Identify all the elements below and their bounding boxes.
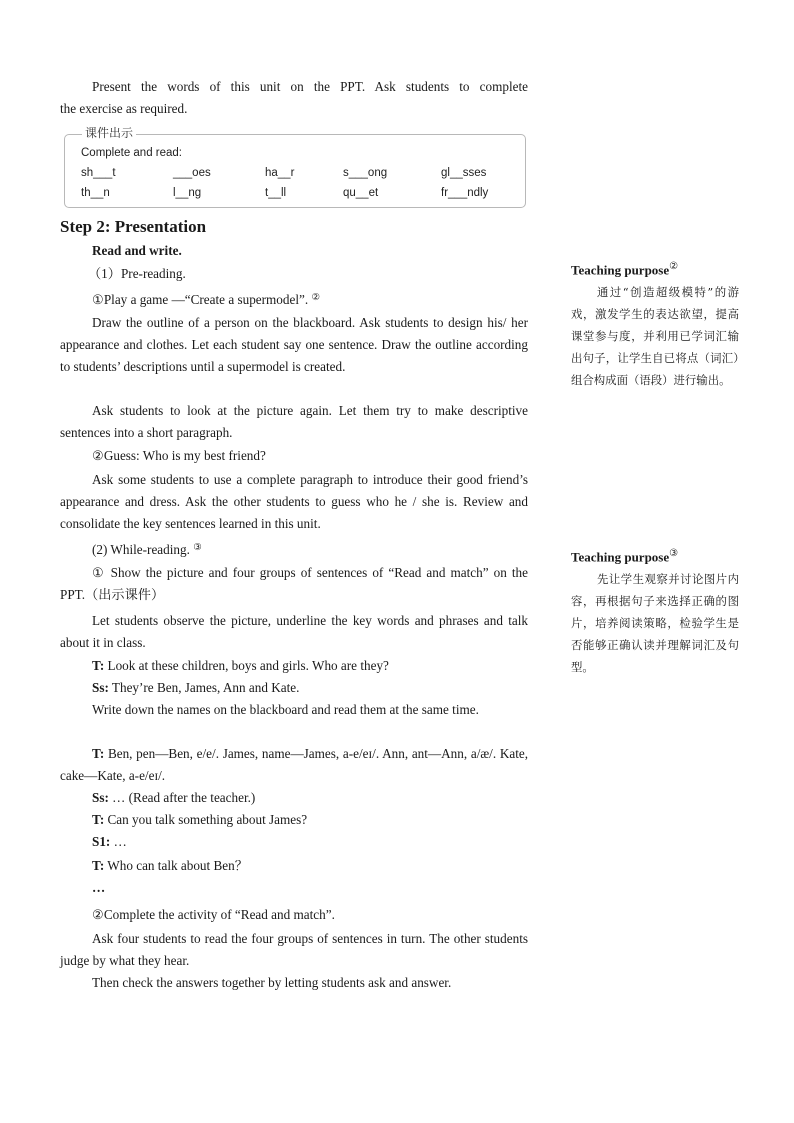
speaker-label: T: — [92, 812, 105, 827]
ellipsis: … — [92, 880, 106, 895]
dialog-text: … (Read after the teacher.) — [112, 790, 256, 805]
teaching-purpose-3-title — [571, 545, 678, 566]
word-blank: t__ll — [265, 187, 287, 199]
speaker-label: T: — [92, 746, 105, 761]
complete-activity-heading: ②Complete the activity of “Read and match”. — [92, 907, 335, 922]
speaker-label: T: — [92, 858, 105, 873]
guess-paragraph: Ask some students to use a complete paragraph to introduce their good friend’s appearance and dress. Ask the other students to guess who he / she is. Review and consolidate the key sentences learned in this unit. — [60, 472, 528, 531]
teaching-purpose-label: Teaching purpose — [571, 549, 670, 565]
intro-paragraph — [60, 76, 528, 120]
dialog-text: Look at these children, boys and girls. Who are they? — [107, 658, 389, 673]
intro-line-1: Present the words of this unit on the PPT. Ask students to complete — [92, 79, 528, 94]
footnote-marker-2: ② — [311, 293, 320, 303]
speaker-label: Ss: — [92, 680, 109, 695]
dialog-line — [92, 655, 528, 677]
draw-paragraph: Draw the outline of a person on the blackboard. Ask students to design his/ her appearance and clothes. Let each student say one sentence. Draw the outline according to students’ descriptions until a supermodel is created. — [60, 315, 528, 374]
word-blank: gl__sses — [441, 167, 487, 179]
speaker-label: S1: — [92, 834, 111, 849]
check-paragraph: Then check the answers together by letting students ask and answer. — [92, 975, 452, 990]
word-blank: ha__r — [265, 167, 295, 179]
teaching-purpose-label: Teaching purpose — [571, 262, 670, 278]
dialog-text: … — [113, 834, 127, 849]
word-blank: l__ng — [173, 187, 202, 199]
show-picture-paragraph: ① Show the picture and four groups of sentences of “Read and match” on the PPT.（出示课件） — [60, 565, 528, 602]
guess-heading: ②Guess: Who is my best friend? — [92, 448, 266, 463]
word-blank: ___oes — [173, 167, 211, 179]
dialog-line — [92, 787, 528, 809]
speaker-label: T: — [92, 658, 105, 673]
word-blank: th__n — [81, 187, 110, 199]
teaching-purpose-2-title — [571, 258, 678, 279]
observe-paragraph: Let students observe the picture, underline the key words and phrases and talk about it in class. — [60, 613, 528, 650]
dialog-text: Who can talk about Ben？ — [107, 858, 248, 873]
word-blank: s___ong — [343, 167, 388, 179]
dialog-text: They’re Ben, James, Ann and Kate. — [111, 680, 300, 695]
dialog-line — [60, 743, 528, 787]
intro-line-2: the exercise as required. — [60, 101, 188, 116]
word-blank: qu__et — [343, 187, 379, 199]
teaching-purpose-2-body: 通过“创造超级模特”的游戏，激发学生的表达欲望，提高课堂参与度，并利用已学词汇输出句子，让学生自已将点（词汇）组合构成面（语段）进行输出。 — [571, 285, 739, 387]
write-names-paragraph: Write down the names on the blackboard and read them at the same time. — [92, 702, 479, 717]
word-blank: sh___t — [81, 167, 116, 179]
dialog-line — [92, 855, 528, 877]
dialog-text: Ben, pen—Ben, e/e/. James, name—James, a-e/eɪ/. Ann, ant—Ann, a/æ/. Kate, cake—Kate, a-e/eɪ/. — [60, 746, 529, 783]
while-reading-line — [92, 537, 528, 561]
courseware-heading: Complete and read: — [81, 147, 183, 159]
teaching-purpose-3-body: 先让学生观察并讨论图片内容，再根据句子来选择正确的图片，培养阅读策略，检验学生是否能够正确认读并理解词汇及句型。 — [571, 572, 739, 674]
step-title: Step 2: Presentation — [60, 217, 207, 236]
speaker-label: Ss: — [92, 790, 109, 805]
ask-four-paragraph: Ask four students to read the four groups of sentences in turn. The other students judge by what they hear. — [60, 931, 528, 968]
courseware-label: 课件出示 — [82, 125, 136, 141]
word-blank: fr___ndly — [441, 187, 489, 199]
dialog-line — [92, 677, 528, 699]
play-game-line — [92, 287, 528, 311]
dialog-text: Can you talk something about James? — [107, 812, 308, 827]
footnote-marker-2: ② — [669, 261, 679, 272]
dialog-line — [92, 831, 528, 853]
pre-reading-heading: （1）Pre-reading. — [88, 266, 186, 281]
section-subtitle: Read and write. — [92, 243, 182, 258]
footnote-marker-3: ③ — [669, 548, 679, 559]
look-paragraph: Ask students to look at the picture again. Let them try to make descriptive sentences into a short paragraph. — [60, 403, 528, 440]
dialog-line — [92, 809, 528, 831]
footnote-marker-3: ③ — [193, 543, 202, 553]
while-reading-heading: (2) While-reading. — [92, 542, 190, 557]
play-game-text: ①Play a game —“Create a supermodel”. — [92, 292, 309, 307]
